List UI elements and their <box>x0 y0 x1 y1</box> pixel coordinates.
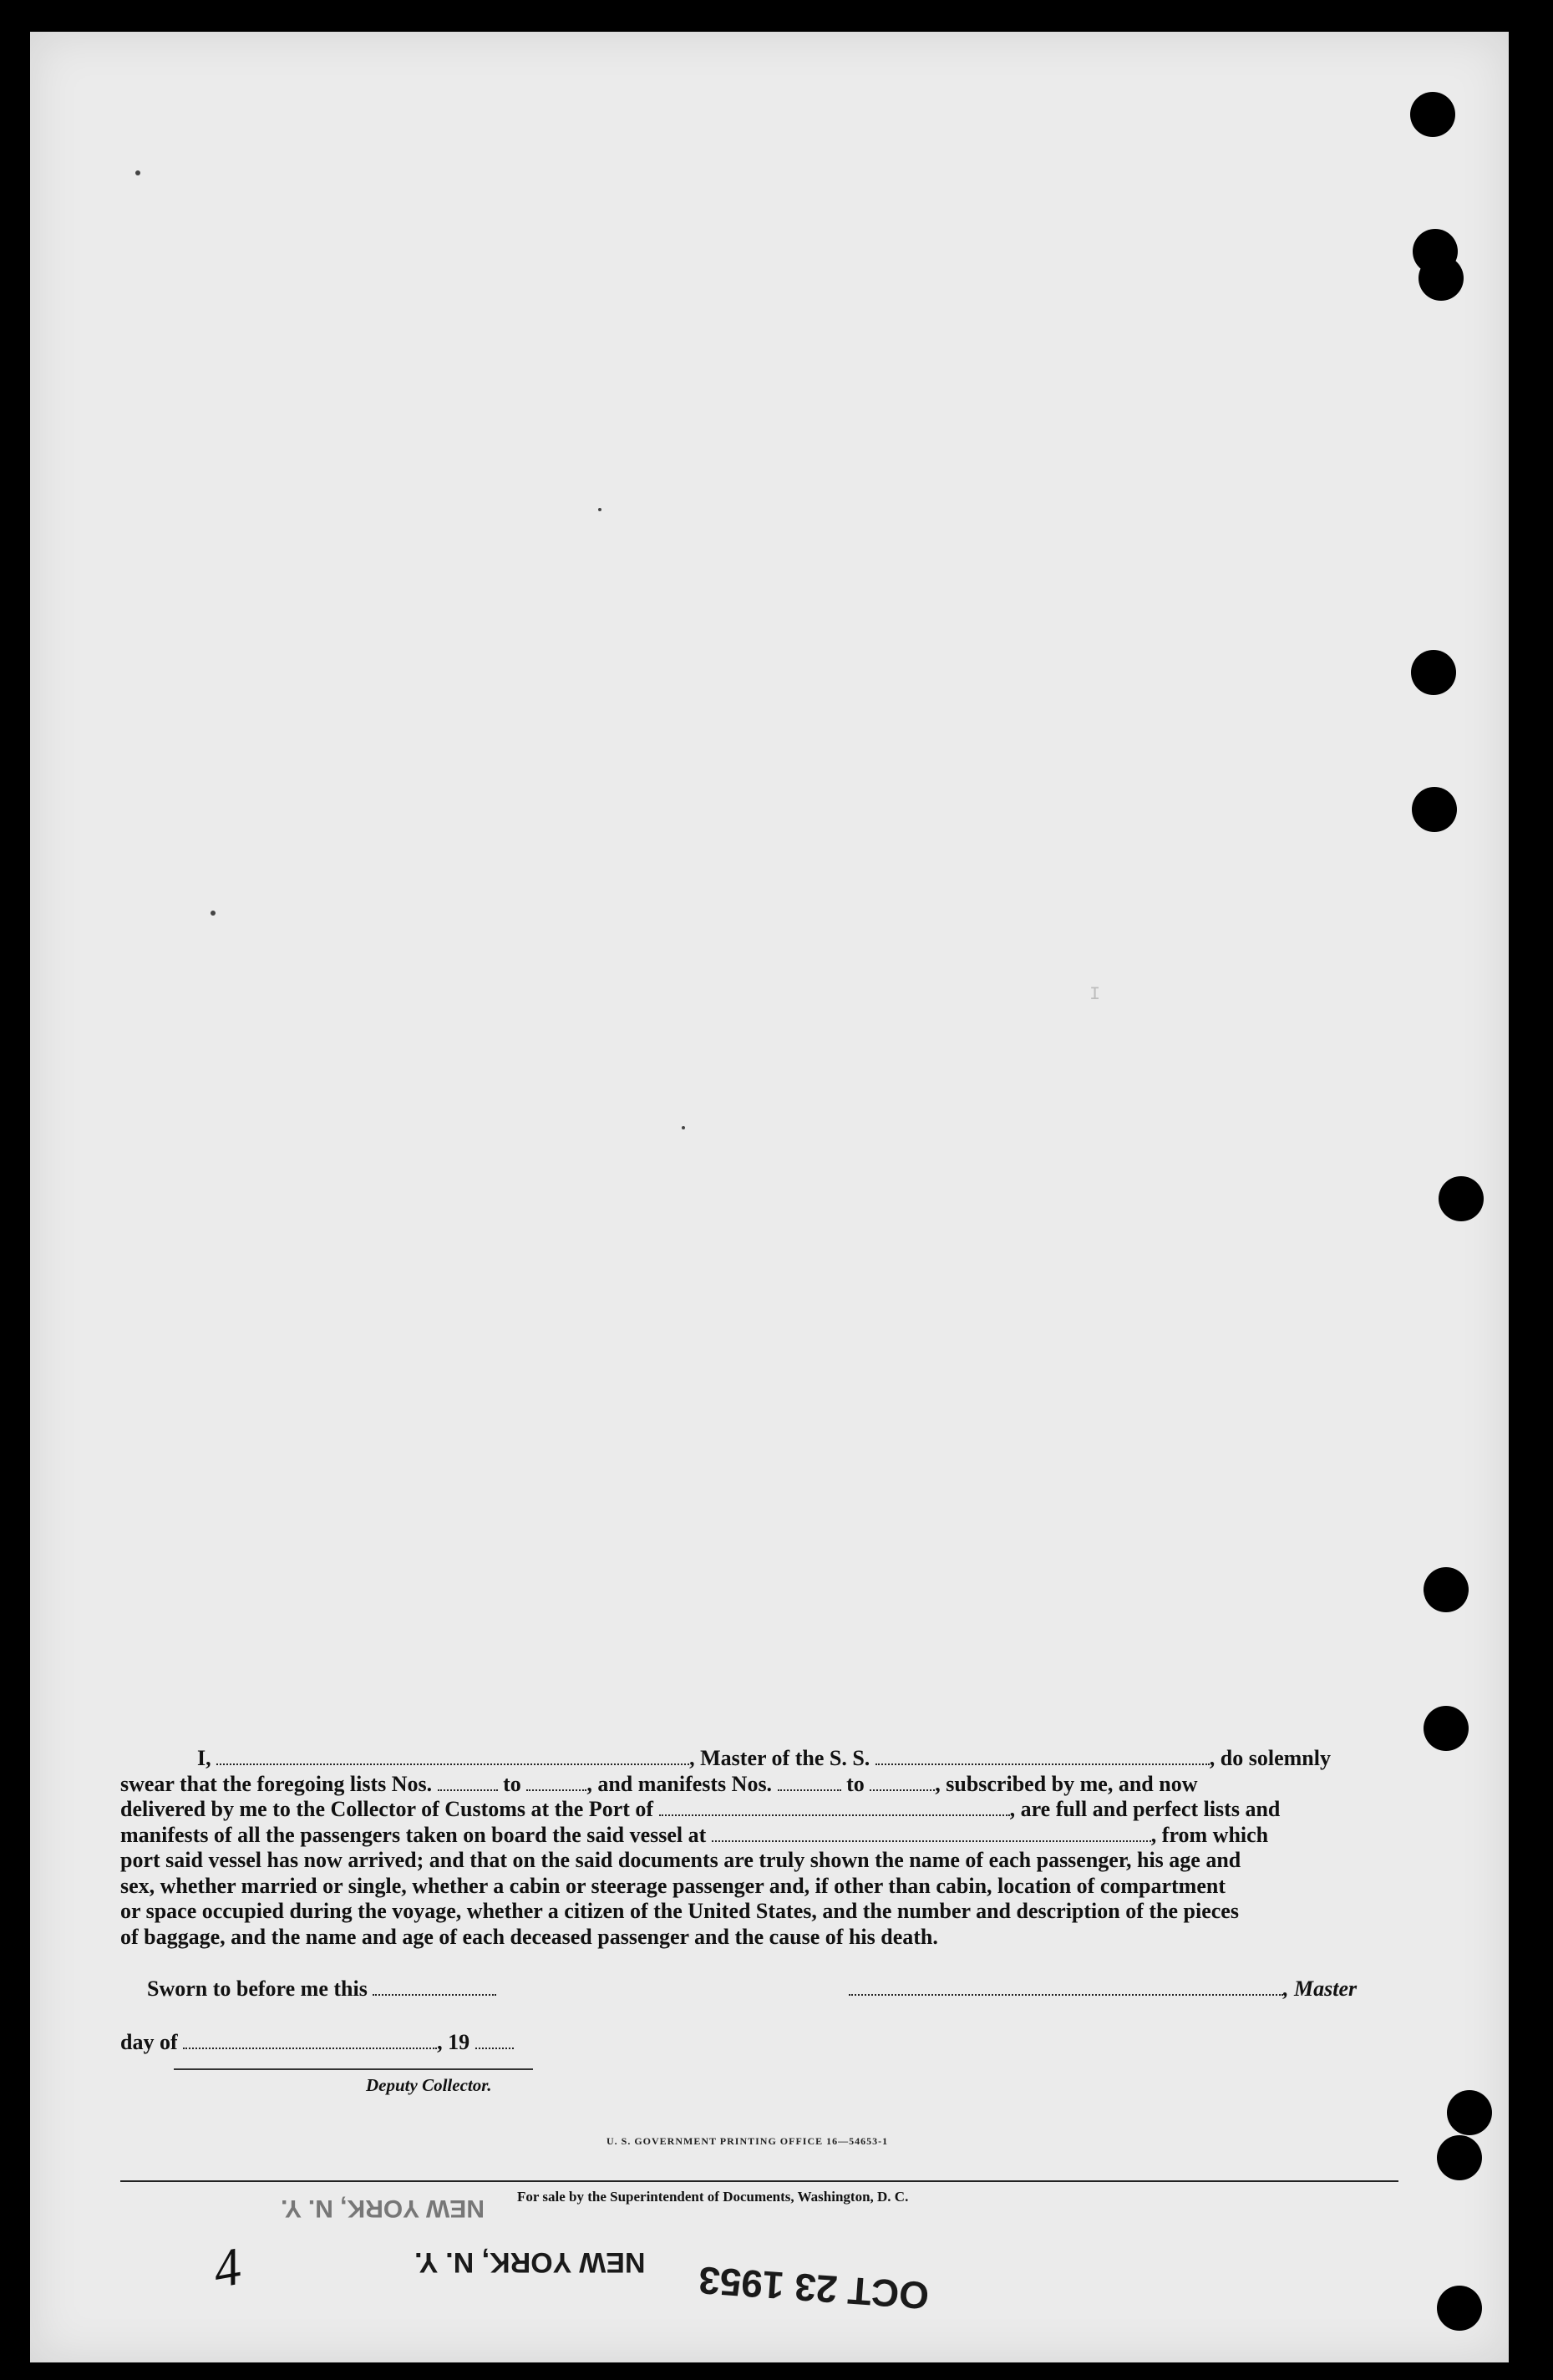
day-of-blank <box>183 2032 437 2049</box>
sworn-line <box>147 1977 496 2002</box>
date-stamp: OCT 23 1953 <box>697 2258 931 2318</box>
faint-port-stamp: NEW YORK, N. Y. <box>281 2195 485 2222</box>
handwritten-mark: 4 <box>208 2235 246 2300</box>
oath-text: I, <box>197 1746 211 1770</box>
manifest-from-blank <box>778 1774 841 1791</box>
list-to-blank <box>526 1774 586 1791</box>
year-label: , 19 <box>437 2030 470 2054</box>
document-page <box>30 32 1509 2362</box>
paper-speck <box>682 1126 685 1129</box>
port-blank <box>659 1799 1010 1816</box>
master-signature-line <box>849 1977 1357 2002</box>
oath-line: sex, whether married or single, whether a cabin or steerage passenger and, if other than cabin, location of compartment <box>120 1873 1226 1898</box>
oath-text: to <box>503 1771 521 1796</box>
master-oath <box>120 1746 1398 1950</box>
oath-text: swear that the foregoing lists Nos. <box>120 1771 433 1796</box>
bleed-through-mark: I <box>1089 984 1101 1005</box>
deputy-signature-rule <box>174 2068 533 2070</box>
list-from-blank <box>438 1774 498 1791</box>
oath-text: , are full and perfect lists and <box>1009 1797 1281 1821</box>
oath-line <box>120 1746 1398 1772</box>
sworn-date-blank <box>373 1979 496 1996</box>
sworn-label: Sworn to before me this <box>147 1977 368 2001</box>
master-name-blank <box>216 1748 689 1765</box>
oath-text: , Master of the S. S. <box>689 1746 870 1770</box>
punch-hole <box>1447 2090 1492 2135</box>
punch-hole <box>1410 92 1455 137</box>
oath-line <box>120 1772 1398 1798</box>
master-signature-blank <box>849 1979 1283 1996</box>
paper-speck <box>135 170 140 175</box>
punch-hole <box>1437 2286 1482 2331</box>
year-blank <box>475 2032 514 2049</box>
punch-hole <box>1424 1706 1469 1751</box>
departure-port-blank <box>712 1825 1151 1842</box>
deputy-collector-label: Deputy Collector. <box>366 2075 492 2095</box>
punch-hole <box>1419 256 1464 301</box>
day-of-label: day of <box>120 2030 178 2054</box>
paper-speck <box>211 911 216 916</box>
oath-line: or space occupied during the voyage, whether a citizen of the United States, and the number and description of the pieces <box>120 1899 1239 1923</box>
printing-office-imprint: U. S. GOVERNMENT PRINTING OFFICE 16—54653-1 <box>606 2135 889 2147</box>
day-of-line <box>120 2030 514 2055</box>
punch-hole <box>1411 650 1456 695</box>
ship-name-blank <box>875 1748 1210 1765</box>
master-label: , Master <box>1283 1977 1358 2001</box>
oath-text: , do solemnly <box>1209 1746 1331 1770</box>
footer-rule <box>120 2180 1398 2182</box>
oath-text: manifests of all the passengers taken on board the said vessel at <box>120 1822 707 1847</box>
for-sale-notice: For sale by the Superintendent of Documents, Washington, D. C. <box>517 2189 909 2205</box>
oath-text: delivered by me to the Collector of Customs at the Port of <box>120 1797 654 1821</box>
punch-hole <box>1424 1567 1469 1612</box>
oath-text: , subscribed by me, and now <box>935 1771 1198 1796</box>
oath-line <box>120 1797 1398 1823</box>
manifest-to-blank <box>870 1774 935 1791</box>
port-stamp: NEW YORK, N. Y. <box>414 2246 646 2278</box>
oath-line <box>120 1823 1398 1849</box>
oath-line: of baggage, and the name and age of each deceased passenger and the cause of his death. <box>120 1924 938 1949</box>
punch-hole <box>1439 1176 1484 1221</box>
paper-speck <box>598 508 601 511</box>
oath-line: port said vessel has now arrived; and that on the said documents are truly shown the name of each passenger, his age and <box>120 1848 1241 1872</box>
oath-text: to <box>846 1771 865 1796</box>
punch-hole <box>1437 2135 1482 2180</box>
punch-hole <box>1412 787 1457 832</box>
oath-text: , and manifests Nos. <box>586 1771 773 1796</box>
oath-text: , from which <box>1150 1822 1269 1847</box>
